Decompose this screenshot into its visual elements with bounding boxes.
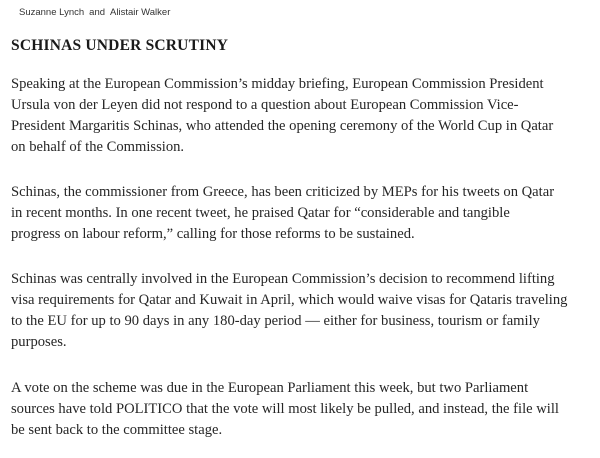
byline [19, 7, 170, 18]
paragraph-line: Speaking at the European Commission’s midday briefing, European Commission President [11, 76, 544, 92]
paragraph-line: A vote on the scheme was due in the European Parliament this week, but two Parliament [11, 380, 529, 396]
paragraph-line: be sent back to the committee stage. [11, 422, 223, 438]
paragraph-line: Schinas, the commissioner from Greece, has been criticized by MEPs for his tweets on Qatar [11, 184, 555, 200]
paragraph-line: progress on labour reform,” calling for those reforms to be sustained. [11, 226, 415, 242]
article-paragraph [11, 74, 591, 158]
byline-separator: and [89, 7, 106, 18]
paragraph-line: in recent months. In one recent tweet, he praised Qatar for “considerable and tangible [11, 205, 510, 221]
author-link-alistair-walker[interactable]: Alistair Walker [110, 7, 171, 18]
paragraph-line: purposes. [11, 334, 67, 350]
article-paragraph [11, 269, 591, 353]
paragraph-line: on behalf of the Commission. [11, 139, 185, 155]
paragraph-line: sources have told POLITICO that the vote will most likely be pulled, and instead, the file will [11, 401, 559, 417]
paragraph-line: to the EU for up to 90 days in any 180-day period — either for business, tourism or family [11, 313, 540, 329]
paragraph-line: visa requirements for Qatar and Kuwait in April, which would waive visas for Qataris traveling [11, 292, 568, 308]
article-paragraph [11, 182, 591, 245]
paragraph-line: President Margaritis Schinas, who attended the opening ceremony of the World Cup in Qatar [11, 118, 554, 134]
section-heading: SCHINAS UNDER SCRUTINY [11, 37, 229, 54]
paragraph-line: Ursula von der Leyen did not respond to a question about European Commission Vice- [11, 97, 519, 113]
article-paragraph [11, 378, 591, 441]
paragraph-line: Schinas was centrally involved in the European Commission’s decision to recommend lifting [11, 271, 555, 287]
author-link-suzanne-lynch[interactable]: Suzanne Lynch [19, 7, 85, 18]
